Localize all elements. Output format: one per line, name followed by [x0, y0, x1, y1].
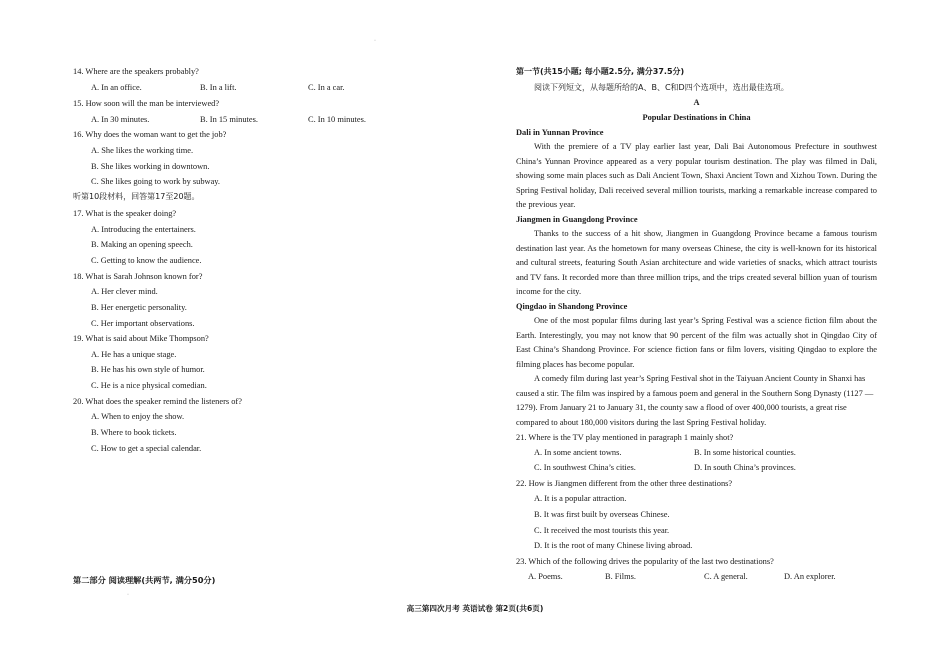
q19-option-a: A. He has a unique stage.	[91, 350, 177, 359]
q23-option-d: D. An explorer.	[784, 572, 836, 581]
q15-option-b: B. In 15 minutes.	[200, 115, 258, 124]
question-22: 22. How is Jiangmen different from the other three destinations?	[516, 479, 733, 488]
q19-option-c: C. He is a nice physical comedian.	[91, 381, 207, 390]
question-21: 21. Where is the TV play mentioned in paragraph 1 mainly shot?	[516, 433, 734, 442]
paragraph-jiangmen-text: Thanks to the success of a hit show, Jiangmen in Guangdong Province became a famous tourism destination last year. As the hometown for many overseas Chinese, the city is well-known for its historical and cultural streets, featuring South Asian architecture and wide varieties of snacks, which attract tourists and TV fans. It recorded more than three million trips, and the trips created several billion yuan of tourism income for the city.	[516, 229, 877, 297]
paragraph-taiyuan	[516, 372, 877, 430]
question-16: 16. Why does the woman want to get the job?	[73, 130, 227, 139]
reading-instruction: 阅读下列短文，从每题所给的A、B、C和D四个选项中，选出最佳选项。	[534, 83, 789, 92]
paragraph-qingdao	[516, 314, 877, 372]
q15-option-c: C. In 10 minutes.	[308, 115, 366, 124]
question-20: 20. What does the speaker remind the listeners of?	[73, 397, 242, 406]
passage-letter: A	[693, 98, 700, 107]
q14-option-b: B. In a lift.	[200, 83, 237, 92]
q21-option-d: D. In south China’s provinces.	[694, 463, 796, 472]
question-15: 15. How soon will the man be interviewed?	[73, 99, 220, 108]
speck-bottom: ·	[127, 592, 129, 598]
q21-option-b: B. In some historical counties.	[694, 448, 796, 457]
q21-option-c: C. In southwest China’s cities.	[534, 463, 636, 472]
q23-option-c: C. A general.	[704, 572, 748, 581]
q17-option-c: C. Getting to know the audience.	[91, 256, 202, 265]
part-two-heading: 第二部分 阅读理解(共两节, 满分50分)	[73, 575, 216, 585]
q18-option-b: B. Her energetic personality.	[91, 303, 187, 312]
q20-option-b: B. Where to book tickets.	[91, 428, 177, 437]
q21-option-a: A. In some ancient towns.	[534, 448, 622, 457]
question-17: 17. What is the speaker doing?	[73, 209, 177, 218]
page-footer: 高三第四次月考 英语试卷 第2页(共6页)	[406, 604, 544, 613]
paragraph-taiyuan-text: A comedy film during last year’s Spring Festival shot in the Taiyuan Ancient County in Shanxi has caused a stir. The film was inspired by a famous poem and general in the Southern Song Dynasty (1127 — 1279). From January 21 to January 31, the county saw a flood of over 400,000 tourists, a great rise compared to about 180,000 visitors during the last Spring Festival holiday.	[516, 374, 874, 427]
q22-option-c: C. It received the most tourists this year.	[534, 526, 670, 535]
q22-option-a: A. It is a popular attraction.	[534, 494, 627, 503]
question-23: 23. Which of the following drives the popularity of the last two destinations?	[516, 557, 774, 566]
paragraph-jiangmen	[516, 227, 877, 300]
q23-option-a: A. Poems.	[528, 572, 563, 581]
section-title: 第一节(共15小题; 每小题2.5分, 满分37.5分)	[516, 67, 685, 76]
q14-option-a: A. In an office.	[91, 83, 142, 92]
q16-option-b: B. She likes working in downtown.	[91, 162, 210, 171]
q22-option-d: D. It is the root of many Chinese living abroad.	[534, 541, 693, 550]
q23-option-b: B. Films.	[605, 572, 636, 581]
paragraph-qingdao-text: One of the most popular films during last year’s Spring Festival was a science fiction film about the Earth. Interestingly, you may not know that 90 percent of the film was actually shot in Qingdao City of East China’s Shandong Province. For science fiction fans or film lovers, visiting Qingdao to explore the filming places has become popular.	[516, 316, 877, 369]
q20-option-a: A. When to enjoy the show.	[91, 412, 185, 421]
speck-top: ·	[374, 38, 376, 44]
q14-option-c: C. In a car.	[308, 83, 345, 92]
passage-title: Popular Destinations in China	[642, 113, 751, 122]
q17-option-a: A. Introducing the entertainers.	[91, 225, 196, 234]
paragraph-dali	[516, 140, 877, 213]
q22-option-b: B. It was first built by overseas Chinese.	[534, 510, 670, 519]
listening-instruction: 听第10段材料，回答第17至20题。	[73, 192, 200, 201]
paragraph-dali-text: With the premiere of a TV play earlier last year, Dali Bai Autonomous Prefecture in southwest China’s Yunnan Province appeared as a very popular tourism destination. The play was filmed in Dali, showing some main places such as Dali Ancient Town, Shaxi Ancient Town and Xizhou Town. During the Spring Festival holiday, Dali received several million tourists, marking a remarkable increase compared to the previous year.	[516, 142, 877, 210]
q16-option-c: C. She likes going to work by subway.	[91, 177, 221, 186]
q17-option-b: B. Making an opening speech.	[91, 240, 193, 249]
q20-option-c: C. How to get a special calendar.	[91, 444, 202, 453]
question-19: 19. What is said about Mike Thompson?	[73, 334, 209, 343]
heading-dali: Dali in Yunnan Province	[516, 128, 604, 137]
q16-option-a: A. She likes the working time.	[91, 146, 194, 155]
q19-option-b: B. He has his own style of humor.	[91, 365, 205, 374]
q18-option-a: A. Her clever mind.	[91, 287, 158, 296]
q15-option-a: A. In 30 minutes.	[91, 115, 150, 124]
heading-jiangmen: Jiangmen in Guangdong Province	[516, 215, 638, 224]
heading-qingdao: Qingdao in Shandong Province	[516, 302, 628, 311]
question-18: 18. What is Sarah Johnson known for?	[73, 272, 203, 281]
q18-option-c: C. Her important observations.	[91, 319, 195, 328]
question-14: 14. Where are the speakers probably?	[73, 67, 199, 76]
